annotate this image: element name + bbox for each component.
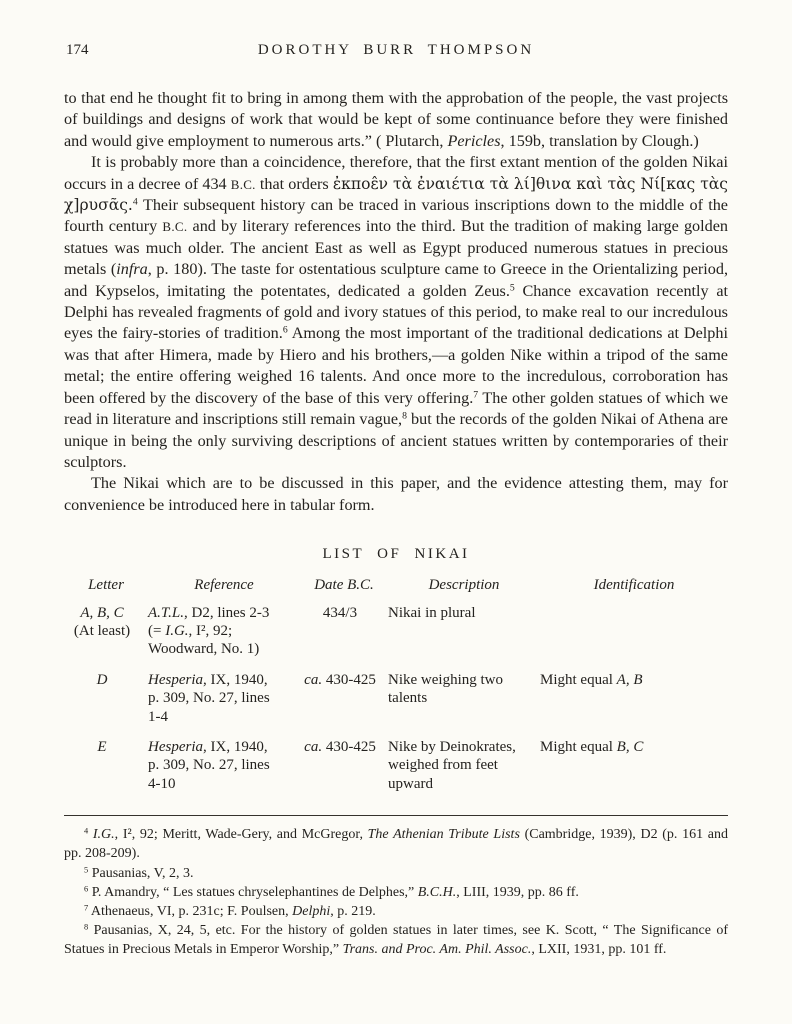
paragraph-continuation: to that end he thought fit to bring in among them with the approbation of the people, the vast projects of buildings and designs of work that would be kept of some continuance before they were finished and would give employment to numerous arts.” ( Plutarch, Pericles, 159b, translation by Clough.) <box>64 89 728 150</box>
column-header-date: Date B.C. <box>314 577 374 594</box>
cell-reference: Hesperia, IX, 1940, p. 309, No. 27, lines 4-10 <box>148 738 270 792</box>
table-header-row <box>64 576 728 603</box>
cell-letter: A, B, C (At least) <box>73 604 131 639</box>
table-row-abc <box>64 604 728 671</box>
page-head <box>64 42 728 62</box>
column-header-identification: Identification <box>593 577 675 594</box>
cell-identification <box>540 604 728 671</box>
cell-date: ca. 430-425 <box>304 738 376 755</box>
list-of-nikai-section <box>64 546 728 805</box>
footnote-4: $^4$ I.G., I², 92; Meritt, Wade-Gery, and McGregor, The Athenian Tribute Lists (Cambridge, 1939), D2 (p. 161 and pp. 208-209). <box>64 826 728 862</box>
cell-reference: Hesperia, IX, 1940, p. 309, No. 27, lines 1-4 <box>148 671 270 725</box>
table-title: LIST OF NIKAI <box>322 546 470 563</box>
nikai-table <box>64 576 728 805</box>
footnote-divider <box>64 815 728 816</box>
table-row-e <box>64 738 728 805</box>
cell-identification: Might equal A, B <box>540 671 643 688</box>
column-header-description: Description <box>428 577 500 594</box>
cell-identification: Might equal B, C <box>540 738 644 755</box>
cell-reference: A.T.L., D2, lines 2-3 (= I.G., I², 92; Woodward, No. 1) <box>148 604 270 658</box>
footnote-7: $^7$ Athenaeus, VI, p. 231c; F. Poulsen, Delphi, p. 219. <box>84 903 376 919</box>
cell-date: ca. 430-425 <box>304 671 376 688</box>
cell-letter: E <box>97 738 107 755</box>
column-header-letter: Letter <box>88 577 124 594</box>
page-number: 174 <box>66 42 89 58</box>
article-body <box>64 88 728 516</box>
cell-description: Nikai in plural <box>388 604 476 621</box>
table-row-d <box>64 671 728 738</box>
running-head: DOROTHY BURR THOMPSON <box>257 42 535 58</box>
footnote-6: $^6$ P. Amandry, “ Les statues chryselephantines de Delphes,” B.C.H., LIII, 1939, pp. 86 ff. <box>84 884 579 900</box>
cell-letter: D <box>96 671 108 688</box>
paragraph-nikai-history: It is probably more than a coincidence, therefore, that the first extant mention of the golden Nikai occurs in a decree of 434 B.C. that orders ἐκποε̂ν τὰ ἐναιέτια τὰ λί]θινα καὶ τὰς Νί[κας τὰς χ]ρυσᾶς.$^4$ Their subsequent history can be traced in various inscriptions down to the middle of the fourth century B.C. and by literary references into the third. But the tradition of making large golden statues was much older. The ancient East as well as Egypt produced numerous statues in precious metals (infra, p. 180). The taste for ostentatious sculpture came to Greece in the Orientalizing period, and Kypselos, imitating the potentates, dedicated a golden Zeus.$^5$ Chance excavation recently at Delphi has revealed fragments of gold and ivory statues of this period, to make real to our incredulous eyes the fairy-stories of tradition.$^6$ Among the most important of the traditional dedications at Delphi was that after Himera, made by Hiero and his brothers,—a golden Nike within a tripod of the same metal; the entire offering weighed 16 talents. And once more to the incredulous, corroboration has been offered by the discovery of the base of this very offering.$^7$ The other golden statues of which we read in literature and inscriptions still remain vague,$^8$ but the records of the golden Nikai of Athena are unique in being the only surviving descriptions of ancient statues written by contemporaries of their sculptors. <box>64 153 729 471</box>
footnote-8: $^8$ Pausanias, X, 24, 5, etc. For the history of golden statues in later times, see K. Scott, “ The Significance of Statues in Precious Metals in Emperor Worship,” Trans. and Proc. Am. Phil. Assoc., LXII, 1931, pp. 101 ff. <box>64 922 728 958</box>
footnotes-section <box>64 815 728 959</box>
cell-description: Nike by Deinokrates, weighed from feet upward <box>388 738 516 792</box>
paragraph-intro-table: The Nikai which are to be discussed in this paper, and the evidence attesting them, may for convenience be introduced here in tabular form. <box>64 474 728 514</box>
cell-date: 434/3 <box>322 604 358 621</box>
column-header-reference: Reference <box>194 577 254 594</box>
cell-description: Nike weighing two talents <box>388 671 503 707</box>
footnote-5: $^5$ Pausanias, V, 2, 3. <box>84 864 194 881</box>
